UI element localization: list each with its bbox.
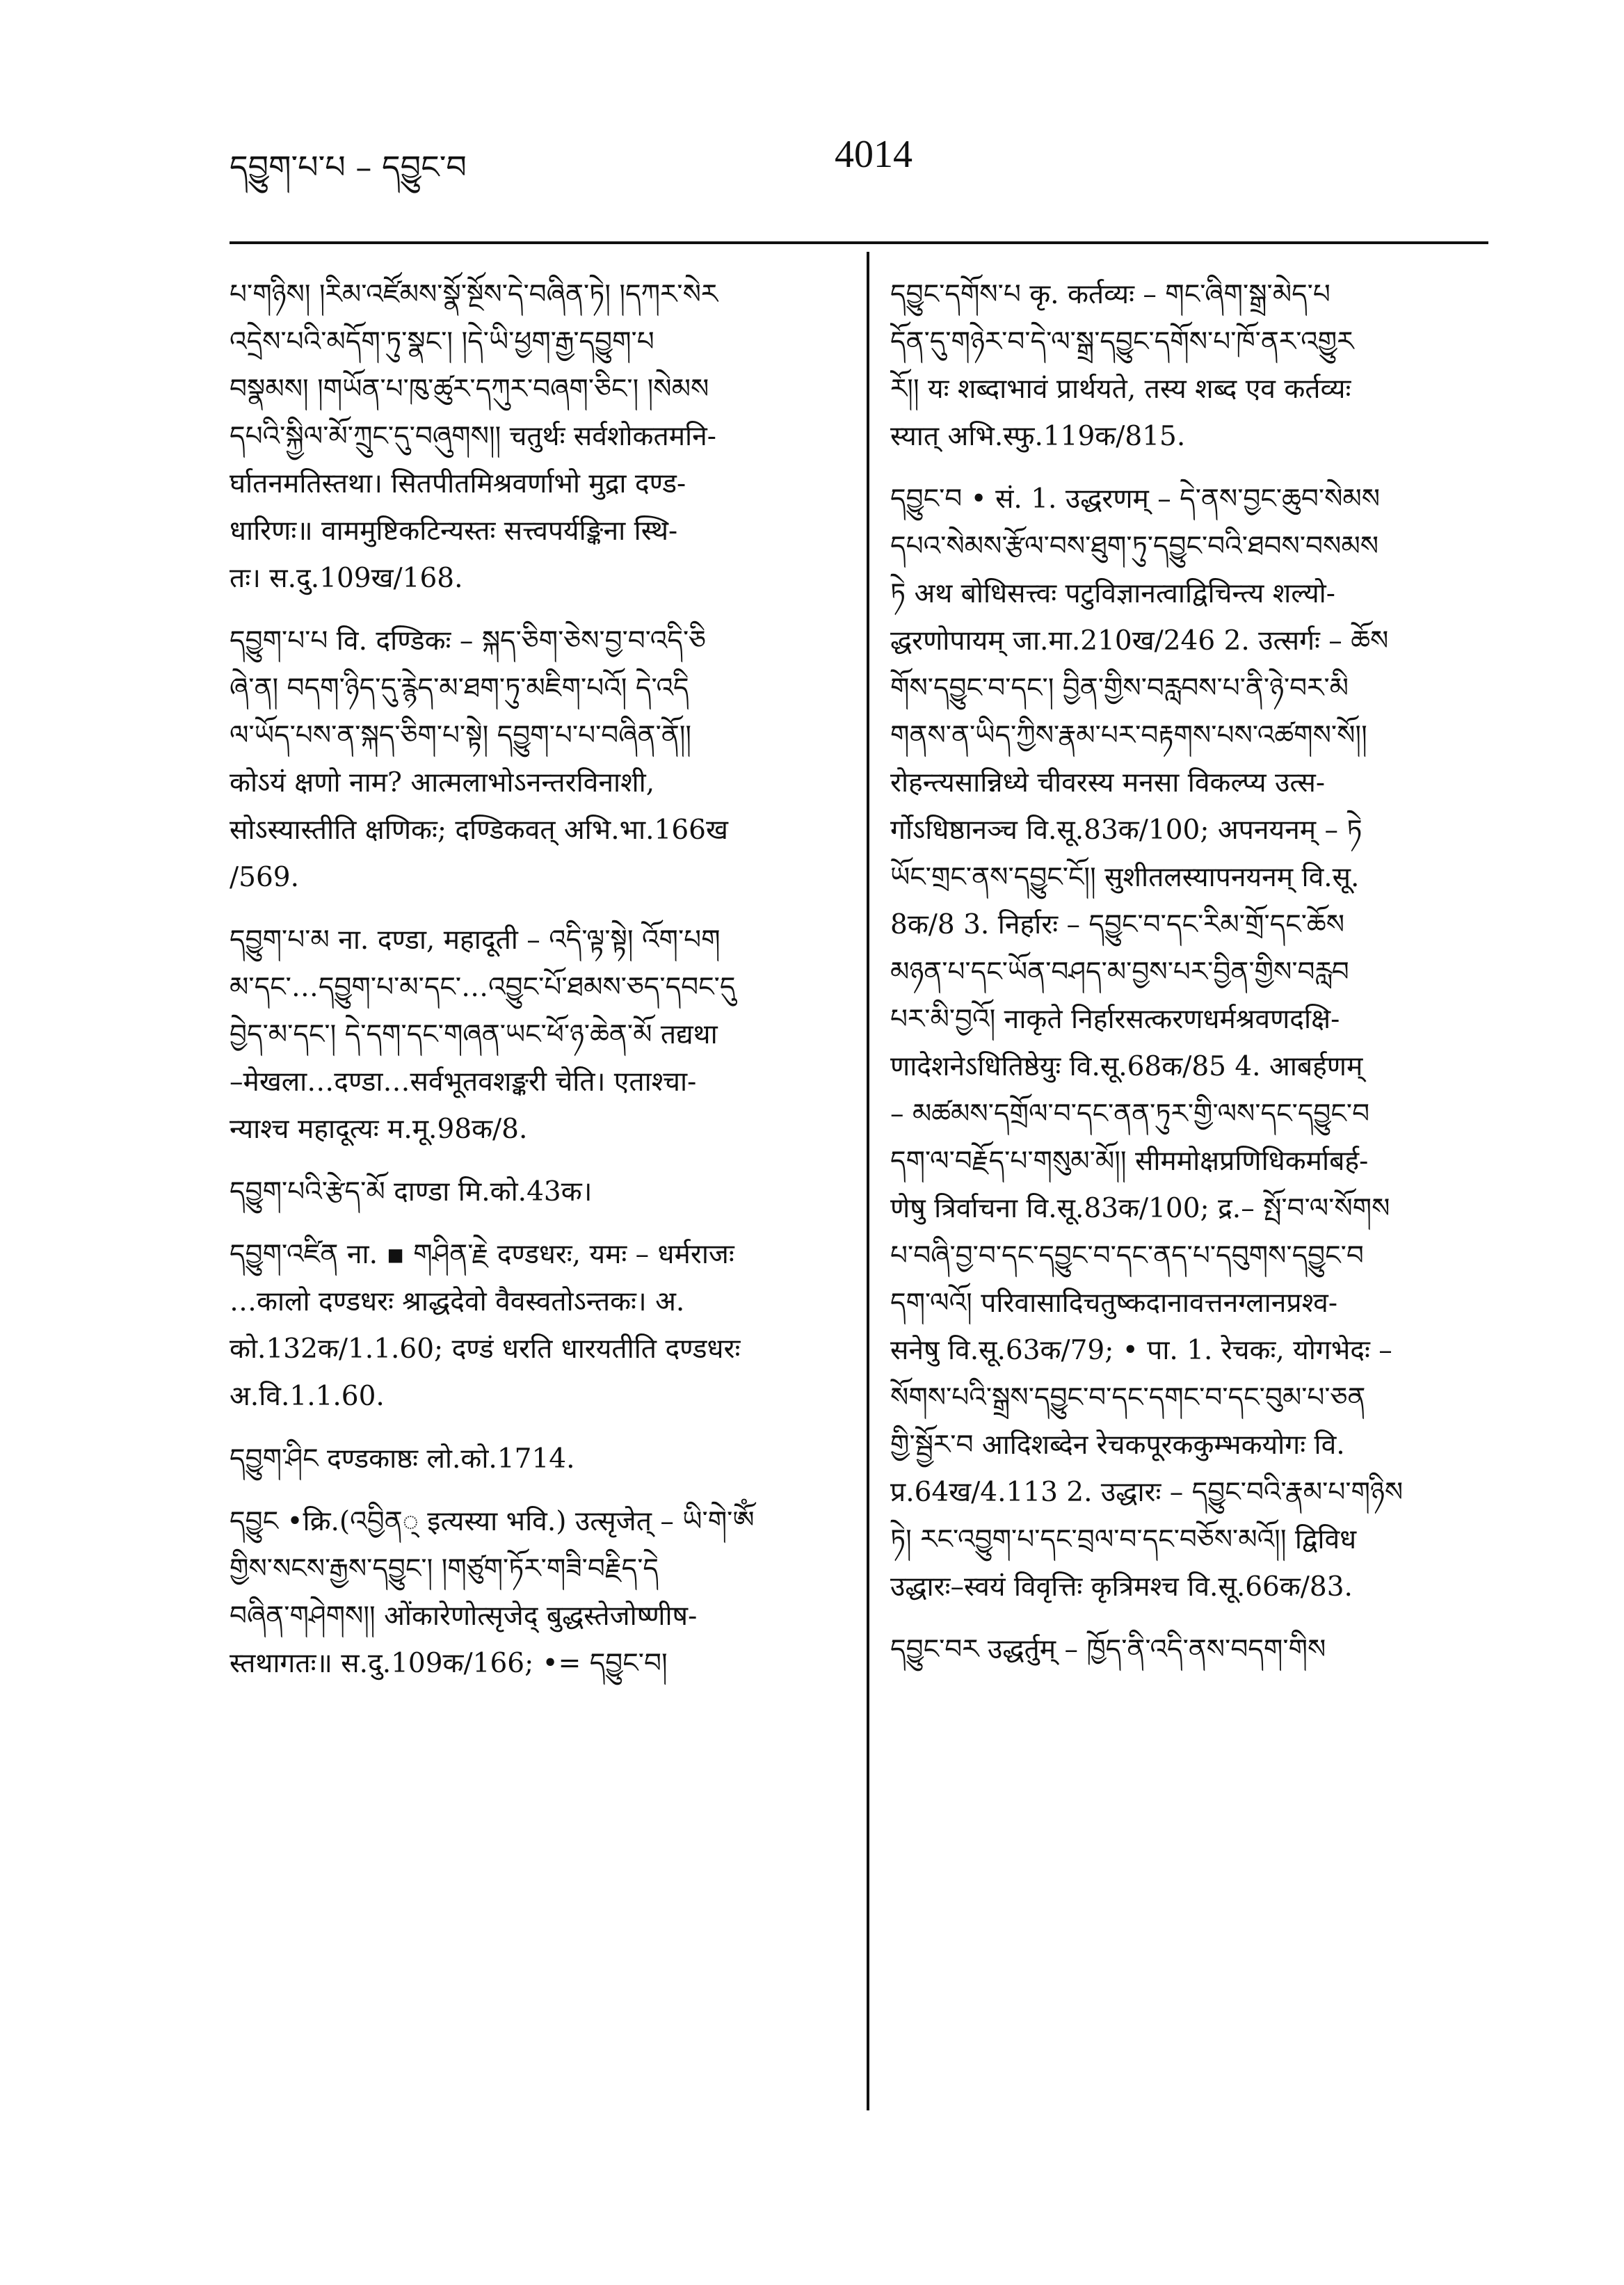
entry-first-line: དབྱུང་བ • सं. 1. उद्धरणम् – དེ་ནས་བྱང་ཆུབ་སེམས [890, 483, 1381, 515]
entry-line: ཏེ अथ बोधिसत्त्वः पटुविज्ञानत्वाद्विचिन्त्य शल्यो- [890, 578, 1335, 609]
page-header [230, 125, 1488, 188]
entry-line: དོན་དུ་གཉེར་བ་དེ་ལ་སྒྲ་དབྱུང་དགོས་པ་ཁོ་ནར་འགྱུར [890, 326, 1354, 358]
entry-first-line: དབྱུག་པ་པ वि. दण्डिकः – སྐད་ཅིག་ཅེས་བྱ་བ་འདི་ཅི [230, 625, 706, 657]
entry-line: ཏེ། རང་འབྱུག་པ་དང་བྲལ་བ་དང་བཅོས་མའོ།། द्विविध [890, 1524, 1357, 1555]
entry-line: र्गोऽधिष्ठानञ्च वि.सू.83क/100; अपनयनम् – ཏེ [890, 815, 1362, 846]
entry-first-line: པ་གཉིས། །རིམ་འཛོམས་སྣོ་སྔོས་དེ་བཞིན་ཏེ། །དཀར་སེར [230, 279, 718, 310]
dictionary-entry [230, 271, 842, 602]
entry-line: प्र.64ख/4.113 2. उद्धारः – དབྱུང་བའི་རྣམ་པ་གཉིས [890, 1477, 1404, 1508]
entry-line: གྱི་སྦྱོར་བ आदिशब्देन रेचकपूरककुम्भकयोगः वि. [890, 1429, 1345, 1461]
entry-line: གྱིས་སངས་རྒྱས་དབྱུང་། །གཙུག་ཏོར་གཟི་བརྗིད་དེ [230, 1553, 659, 1585]
entry-line: གནས་ན་ཡིད་ཀྱིས་རྣམ་པར་བརྟགས་པས་འཚགས་སོ།། [890, 720, 1367, 751]
entry-line: སོགས་པའི་སྒྲས་དབྱུང་བ་དང་དགང་བ་དང་བུམ་པ་ཅན [890, 1382, 1366, 1413]
entry-first-line: དབྱུང •क्रि.(འབྱིན् इत्यस्या भवि.) उत्सृजेत् – ཡི་གེ་ཨོཾ [230, 1506, 755, 1537]
entry-first-line: དབྱུང་དགོས་པ कृ. कर्तव्यः – གང་ཞིག་སྒྲ་མེད་པ [890, 279, 1330, 310]
entry-first-line: དབྱུག་པའི་རྩེད་མོ दाण्डा मि.को.43क। [230, 1176, 593, 1208]
entry-line: པར་མི་བྱའོ། नाकृते निर्हारसत्करणधर्मश्रवणदक्षि- [890, 1004, 1340, 1035]
entry-line: 8क/8 3. निर्हारः – དབྱུང་བ་དང་རིམ་གྲོ་དང་ཆོས [890, 909, 1345, 940]
entry-line: णेषु त्रिर्वाचना वि.सू.83क/100; द्र.– སྤོ་བ་ལ་སོགས [890, 1193, 1390, 1224]
entry-line: བཞིན་གཤེགས།། ओंकारेणोत्सृजेद् बुद्धस्तेजोष्णीष- [230, 1601, 698, 1632]
entry-line: रोहन्त्यसान्निध्ये चीवरस्य मनसा विकल्प्य उत्स- [890, 767, 1326, 799]
right-column [890, 271, 1488, 1689]
entry-line: धारिणः॥ वाममुष्टिकटिन्यस्तः सत्त्वपर्यङ्किना स्थि- [230, 515, 678, 547]
entry-line: རོ།། यः शब्दाभावं प्रार्थयते, तस्य शब्द एव कर्तव्यः [890, 374, 1351, 405]
entry-line: བྱེད་མ་དང་། དེ་དག་དང་གཞན་ཡང་ཕོ་ཉ་ཆེན་མོ तद्यथा [230, 1019, 718, 1050]
entry-line: –मेखला…दण्डा…सर्वभूतवशङ्करी चेति। एताश्चा- [230, 1066, 697, 1098]
entry-line: ཞེ་ན། བདག་ཉིད་དུ་རྙེད་མ་ཐག་ཏུ་མཇིག་པའོ། དེ་འདི [230, 673, 689, 704]
dictionary-entry [230, 1231, 842, 1420]
dictionary-entry [230, 618, 842, 901]
entry-line: ཡོང་གྲང་ནས་དབྱུང་ངོ།། सुशीतलस्यापनयनम् वि.सू. [890, 862, 1360, 893]
entry-line: – མཚམས་དགྲོལ་བ་དང་ནན་ཏུར་གྱི་ལས་དང་དབྱུང་བ [890, 1098, 1370, 1130]
running-head: དབྱུག་པ་པ – དབྱུང་བ [230, 148, 467, 186]
dictionary-entry [230, 1169, 842, 1216]
entry-line: तः। स.दु.109ख/168. [230, 563, 463, 594]
entry-line: को.132क/1.1.60; दण्डं धरति धारयतीति दण्डधरः [230, 1333, 741, 1365]
dictionary-entry [890, 476, 1488, 1611]
page-number: 4014 [835, 133, 913, 176]
entry-line: དཔའི་སྐྱིལ་མོ་ཀྲུང་དུ་བཞུགས།། चतुर्थः सर्वशोकतमनि- [230, 421, 716, 452]
dictionary-entry [890, 1626, 1488, 1674]
entry-line: དག་ལ་བརྗོད་པ་གསུམ་མོ།། सीममोक्षप्रणिधिकर्माबर्ह- [890, 1146, 1369, 1177]
header-rule [230, 241, 1488, 244]
entry-first-line: དབྱུང་བར उद्धर्तुम् – ཁྱོད་ནི་འདི་ནས་བདག་གིས [890, 1634, 1326, 1665]
entry-line: པ་བཞི་བྱ་བ་དང་དབྱུང་བ་དང་ནད་པ་དབུགས་དབྱུང་བ [890, 1240, 1364, 1272]
entry-line: अ.वि.1.1.60. [230, 1381, 385, 1412]
entry-line: …कालो दण्डधरः श्राद्धदेवो वैवस्वतोऽन्तकः। अ. [230, 1286, 685, 1317]
entry-line: མ་དང་…དབྱུག་པ་མ་དང་…འབྱུང་པོ་ཐམས་ཅད་དབང་དུ [230, 972, 736, 1003]
entry-line: དག་ལའོ། परिवासादिचतुष्कदानावत्तनग्लानप्रश्व- [890, 1288, 1338, 1319]
dictionary-entry [230, 917, 842, 1153]
entry-line: མཉན་པ་དང་ཡོན་བཤད་མ་བྱས་པར་བྱིན་གྱིས་བརླབ [890, 956, 1349, 988]
entry-line: कोऽयं क्षणो नाम? आत्मलाभोऽनन्तरविनाशी, [230, 767, 655, 799]
dictionary-entry [230, 1498, 842, 1687]
entry-line: /569. [230, 862, 299, 893]
entry-line: स्यात् अभि.स्फु.119क/815. [890, 421, 1186, 452]
entry-line: གོས་དབྱུང་བ་དང་། བྱིན་གྱིས་བརླབས་པ་ནི་ཉེ་བར་མི [890, 673, 1349, 704]
dictionary-entry [230, 1436, 842, 1483]
entry-line: འདྲེས་པའི་མདོག་ཏུ་སྣང་། །དེ་ཡི་ཕྱག་རྒྱ་དབྱུག་པ [230, 326, 654, 358]
entry-line: सनेषु वि.सू.63क/79; • पा. 1. रेचकः, योगभेदः – [890, 1335, 1392, 1366]
entry-line: उद्धारः–स्वयं विवृत्तिः कृत्रिमश्च वि.सू.66क/83. [890, 1571, 1353, 1603]
dictionary-entry [890, 271, 1488, 460]
entry-line: དཔའ་སེམས་རྩོལ་བས་ཐུག་ཏུ་དབྱུང་བའི་ཐབས་བསམས [890, 531, 1379, 562]
column-divider [867, 252, 869, 2110]
entry-line: བསྣམས། །གཡོན་པ་ཁུ་ཚུར་དཀུར་བཞག་ཅིང་། །སེམས [230, 374, 709, 405]
entry-first-line: དབྱུག་འཛིན ना. ▪ གཤིན་རྗེ दण्डधरः, यमः – धर्मराजः [230, 1239, 734, 1270]
entry-first-line: དབྱུག་པ་མ ना. दण्डा, महादूती – འདི་ལྟ་སྟེ། འོག་པག [230, 924, 721, 956]
left-column [230, 271, 842, 1703]
entry-line: ལ་ཡོད་པས་ན་སྐད་ཅིག་པ་སྟེ། དབྱུག་པ་པ་བཞིན་ནོ།། [230, 720, 692, 751]
entry-line: स्तथागतः॥ स.दु.109क/166; •= དབྱུང་བ། [230, 1648, 668, 1679]
entry-line: र्घातनमतिस्तथा। सितपीतमिश्रवर्णाभो मुद्रा दण्ड- [230, 468, 686, 499]
entry-line: णादेशनेऽधितिष्ठेयुः वि.सू.68क/85 4. आबर्हणम् [890, 1051, 1363, 1082]
entry-line: सोऽस्यास्तीति क्षणिकः; दण्डिकवत् अभि.भा.166ख [230, 815, 728, 846]
entry-first-line: དབྱུག་ཤིང दण्डकाष्ठः लो.को.1714. [230, 1443, 575, 1475]
entry-line: न्याश्च महादूत्यः म.मू.98क/8. [230, 1114, 528, 1145]
entry-line: द्धरणोपायम् जा.मा.210ख/246 2. उत्सर्गः – ཆོས [890, 625, 1389, 657]
